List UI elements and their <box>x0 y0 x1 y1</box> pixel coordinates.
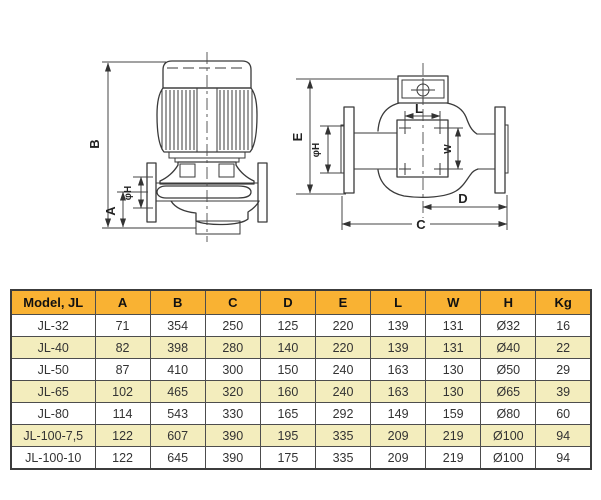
value-cell: 131 <box>426 315 481 337</box>
value-cell: 94 <box>536 425 591 447</box>
value-cell: 410 <box>150 359 205 381</box>
value-cell: 250 <box>205 315 260 337</box>
dim-c-label: C <box>416 217 426 232</box>
table-row <box>11 315 591 337</box>
dim-a-label: A <box>103 206 118 216</box>
value-cell: 87 <box>95 359 150 381</box>
value-cell: 130 <box>426 359 481 381</box>
value-cell: 240 <box>315 359 370 381</box>
model-cell: JL-50 <box>11 359 95 381</box>
suction-flange <box>147 163 156 222</box>
motor-body <box>157 88 257 152</box>
column-header-model: Model, JL <box>11 290 95 315</box>
value-cell: 219 <box>426 425 481 447</box>
column-header-h: H <box>481 290 536 315</box>
dim-l-label: L <box>415 101 423 116</box>
value-cell: 320 <box>205 381 260 403</box>
model-cell: JL-80 <box>11 403 95 425</box>
value-cell: Ø50 <box>481 359 536 381</box>
value-cell: 139 <box>371 337 426 359</box>
value-cell: 163 <box>371 381 426 403</box>
outlet-flange <box>495 107 505 193</box>
model-cell: JL-32 <box>11 315 95 337</box>
value-cell: Ø100 <box>481 447 536 470</box>
dim-phih-right-label: φH <box>311 142 322 158</box>
value-cell: 39 <box>536 381 591 403</box>
spec-table-header-row <box>11 290 591 315</box>
value-cell: 292 <box>315 403 370 425</box>
outlet-pipe <box>477 134 495 169</box>
value-cell: Ø32 <box>481 315 536 337</box>
value-cell: 29 <box>536 359 591 381</box>
casing-outline-top-left <box>378 103 399 131</box>
value-cell: 16 <box>536 315 591 337</box>
inlet-flange-face <box>341 125 344 173</box>
value-cell: 220 <box>315 315 370 337</box>
table-row <box>11 447 591 470</box>
value-cell: 102 <box>95 381 150 403</box>
table-row <box>11 381 591 403</box>
value-cell: 131 <box>426 337 481 359</box>
value-cell: 335 <box>315 425 370 447</box>
value-cell: 219 <box>426 447 481 470</box>
inlet-flange <box>344 107 354 193</box>
spec-table-body <box>11 315 591 470</box>
value-cell: 175 <box>260 447 315 470</box>
casing-outline-top-right <box>447 103 477 134</box>
column-header-b: B <box>150 290 205 315</box>
value-cell: 465 <box>150 381 205 403</box>
bolt-cross-marks <box>399 122 446 175</box>
model-cell: JL-100-7,5 <box>11 425 95 447</box>
column-header-w: W <box>426 290 481 315</box>
value-cell: 240 <box>315 381 370 403</box>
model-cell: JL-100-10 <box>11 447 95 470</box>
value-cell: 209 <box>371 447 426 470</box>
value-cell: 330 <box>205 403 260 425</box>
value-cell: Ø100 <box>481 425 536 447</box>
value-cell: 607 <box>150 425 205 447</box>
value-cell: 82 <box>95 337 150 359</box>
dim-phih-right-extensions <box>320 126 344 173</box>
inlet-pipe <box>354 133 397 169</box>
value-cell: 300 <box>205 359 260 381</box>
value-cell: 390 <box>205 447 260 470</box>
value-cell: 140 <box>260 337 315 359</box>
dim-w-label: W <box>443 144 454 154</box>
table-row <box>11 425 591 447</box>
table-row <box>11 359 591 381</box>
value-cell: 114 <box>95 403 150 425</box>
motor-center-band <box>197 88 217 152</box>
column-header-d: D <box>260 290 315 315</box>
value-cell: 159 <box>426 403 481 425</box>
model-cell: JL-65 <box>11 381 95 403</box>
column-header-c: C <box>205 290 260 315</box>
value-cell: Ø80 <box>481 403 536 425</box>
value-cell: 160 <box>260 381 315 403</box>
value-cell: 220 <box>315 337 370 359</box>
dim-d-label: D <box>458 191 468 206</box>
value-cell: 195 <box>260 425 315 447</box>
value-cell: 150 <box>260 359 315 381</box>
value-cell: 122 <box>95 447 150 470</box>
value-cell: 645 <box>150 447 205 470</box>
lantern-window-left <box>180 164 195 177</box>
discharge-flange <box>258 163 267 222</box>
dim-phih-left-label: φH <box>123 185 134 201</box>
value-cell: 280 <box>205 337 260 359</box>
column-header-kg: Kg <box>536 290 591 315</box>
column-header-a: A <box>95 290 150 315</box>
value-cell: 60 <box>536 403 591 425</box>
value-cell: 71 <box>95 315 150 337</box>
value-cell: 390 <box>205 425 260 447</box>
dim-e-label: E <box>290 132 305 142</box>
dim-b-label: B <box>87 139 102 149</box>
right-view <box>290 63 508 232</box>
value-cell: 149 <box>371 403 426 425</box>
pipe-bore-capsule <box>157 186 251 198</box>
value-cell: 22 <box>536 337 591 359</box>
lantern-window-right <box>219 164 234 177</box>
value-cell: 165 <box>260 403 315 425</box>
outlet-flange-face <box>505 125 508 173</box>
column-header-e: E <box>315 290 370 315</box>
table-row <box>11 337 591 359</box>
value-cell: 354 <box>150 315 205 337</box>
value-cell: Ø40 <box>481 337 536 359</box>
value-cell: 209 <box>371 425 426 447</box>
value-cell: 335 <box>315 447 370 470</box>
model-cell: JL-40 <box>11 337 95 359</box>
spec-table <box>10 289 592 470</box>
value-cell: 122 <box>95 425 150 447</box>
value-cell: 163 <box>371 359 426 381</box>
left-view <box>87 52 267 242</box>
table-row <box>11 403 591 425</box>
column-header-l: L <box>371 290 426 315</box>
value-cell: 94 <box>536 447 591 470</box>
value-cell: 398 <box>150 337 205 359</box>
value-cell: 130 <box>426 381 481 403</box>
value-cell: Ø65 <box>481 381 536 403</box>
value-cell: 139 <box>371 315 426 337</box>
value-cell: 543 <box>150 403 205 425</box>
value-cell: 125 <box>260 315 315 337</box>
